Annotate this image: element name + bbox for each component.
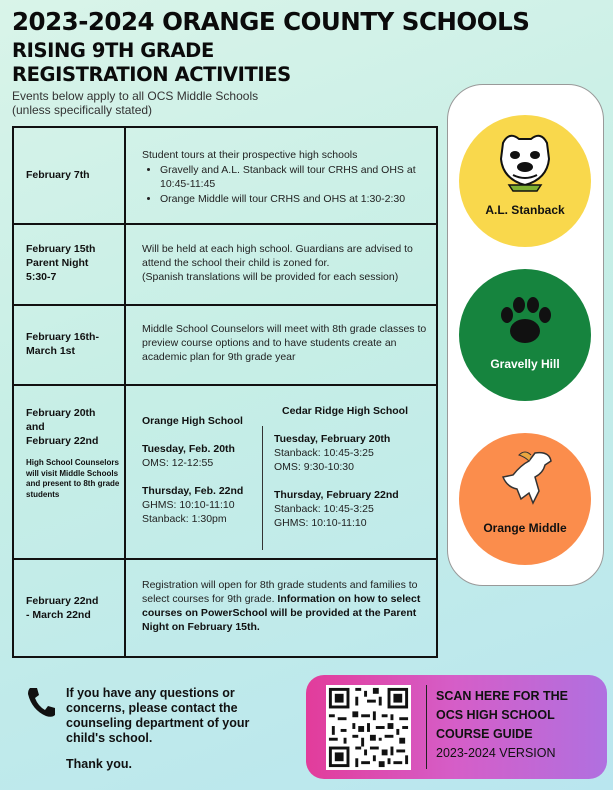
banner-divider [426,685,427,769]
school-divider [262,426,263,550]
phone-icon [26,686,56,718]
banner-version: 2023-2024 VERSION [436,746,556,760]
crhs-time: GHMS: 10:10-11:10 [274,517,367,529]
ohs-time: GHMS: 10:10-11:10 [142,499,235,511]
crhs-time: Stanback: 10:45-3:25 [274,503,374,515]
page-subtitle-line-1: RISING 9TH GRADE [12,39,214,62]
row-date-line: 5:30-7 [26,271,57,283]
row-date [26,594,122,622]
bulldog-icon [495,129,555,195]
row-description [142,148,430,206]
ohs-day: Thursday, Feb. 22nd [142,485,244,497]
intro-text [12,89,258,117]
row-date: February 7th [26,169,90,181]
column-divider [124,126,126,658]
school-name: A.L. Stanback [485,203,565,217]
school-name: Orange Middle [483,521,567,535]
row-divider [12,223,438,225]
row-divider [12,384,438,386]
banner-line: COURSE GUIDE [436,727,533,741]
school-name: Gravelly Hill [490,357,560,371]
ohs-heading: Orange High School [142,415,243,427]
row-description [142,578,430,634]
school-badge-orange [459,433,591,565]
crhs-day: Thursday, February 22nd [274,489,399,501]
row-divider [12,558,438,560]
list-item: • Orange Middle will tour CRHS and OHS at 1:30-2:30 [160,192,430,206]
row-description-text: Registration will open for 8th grade students and families to select courses for 9th grade. [142,579,418,605]
row-date-line: and [26,421,45,433]
thanks-message: Thank you. [66,757,132,771]
schedule-table [12,126,438,658]
banner-line: SCAN HERE FOR THE [436,689,568,703]
mustang-icon [495,447,559,509]
crhs-heading: Cedar Ridge High School [282,405,409,417]
row-date-note: High School Counselors will visit Middle Schools and present to 8th grade students [26,458,120,499]
crhs-day: Tuesday, February 20th [274,433,391,445]
row-date-line: February 15th [26,243,96,255]
row-description [142,242,430,284]
row-date [26,406,122,500]
banner-line: OCS HIGH SCHOOL [436,708,555,722]
crhs-time: Stanback: 10:45-3:25 [274,447,374,459]
ohs-time: Stanback: 1:30pm [142,513,227,525]
row-date [26,330,122,358]
row-date-line: February 22nd [26,435,99,447]
row-date [26,242,122,284]
ohs-day: Tuesday, Feb. 20th [142,443,235,455]
page-subtitle-line-2: REGISTRATION ACTIVITIES [12,63,291,86]
ohs-schedule [142,414,262,526]
row-description-text: Student tours at their prospective high schools [142,149,358,161]
table-border [436,126,438,658]
row-date-line: March 1st [26,345,76,357]
table-border [12,126,438,128]
course-guide-text [436,687,596,763]
course-guide-banner[interactable] [306,675,607,779]
row-description-text: Will be held at each high school. Guardians are advised to attend the school their child is zoned for. [142,243,413,269]
page-title: 2023-2024 ORANGE COUNTY SCHOOLS [12,7,530,36]
row-divider [12,304,438,306]
table-border [12,126,14,658]
row-description-note: (Spanish translations will be provided for each session) [142,271,399,283]
crhs-schedule [274,404,434,530]
bear-paw-icon [495,291,555,351]
row-date-line: February 20th [26,407,96,419]
school-badge-stanback [459,115,591,247]
intro-line-2: (unless specifically stated) [12,103,153,117]
row-date-line: Parent Night [26,257,89,269]
row-date-line: February 22nd [26,595,99,607]
ohs-time: OMS: 12-12:55 [142,457,214,469]
row-date-line: February 16th- [26,331,99,343]
contact-message: If you have any questions or concerns, please contact the counseling department of your child's school. [66,686,250,745]
list-item: • Gravelly and A.L. Stanback will tour CRHS and OHS at 10:45-11:45 [160,163,430,191]
qr-code-icon[interactable] [326,685,411,770]
row-description: Middle School Counselors will meet with 8th grade classes to preview course options and to have students create an academic plan for 9th grade year [142,323,427,363]
crhs-time: OMS: 9:30-10:30 [274,461,354,473]
school-badge-gravelly [459,269,591,401]
intro-line-1: Events below apply to all OCS Middle Schools [12,89,259,103]
row-date-line: - March 22nd [26,609,91,621]
table-border [12,656,438,658]
row-description-bold: Information on how to select courses on PowerSchool will be provided at the Parent Night on February 15th. [142,593,421,633]
school-panel [447,84,604,586]
